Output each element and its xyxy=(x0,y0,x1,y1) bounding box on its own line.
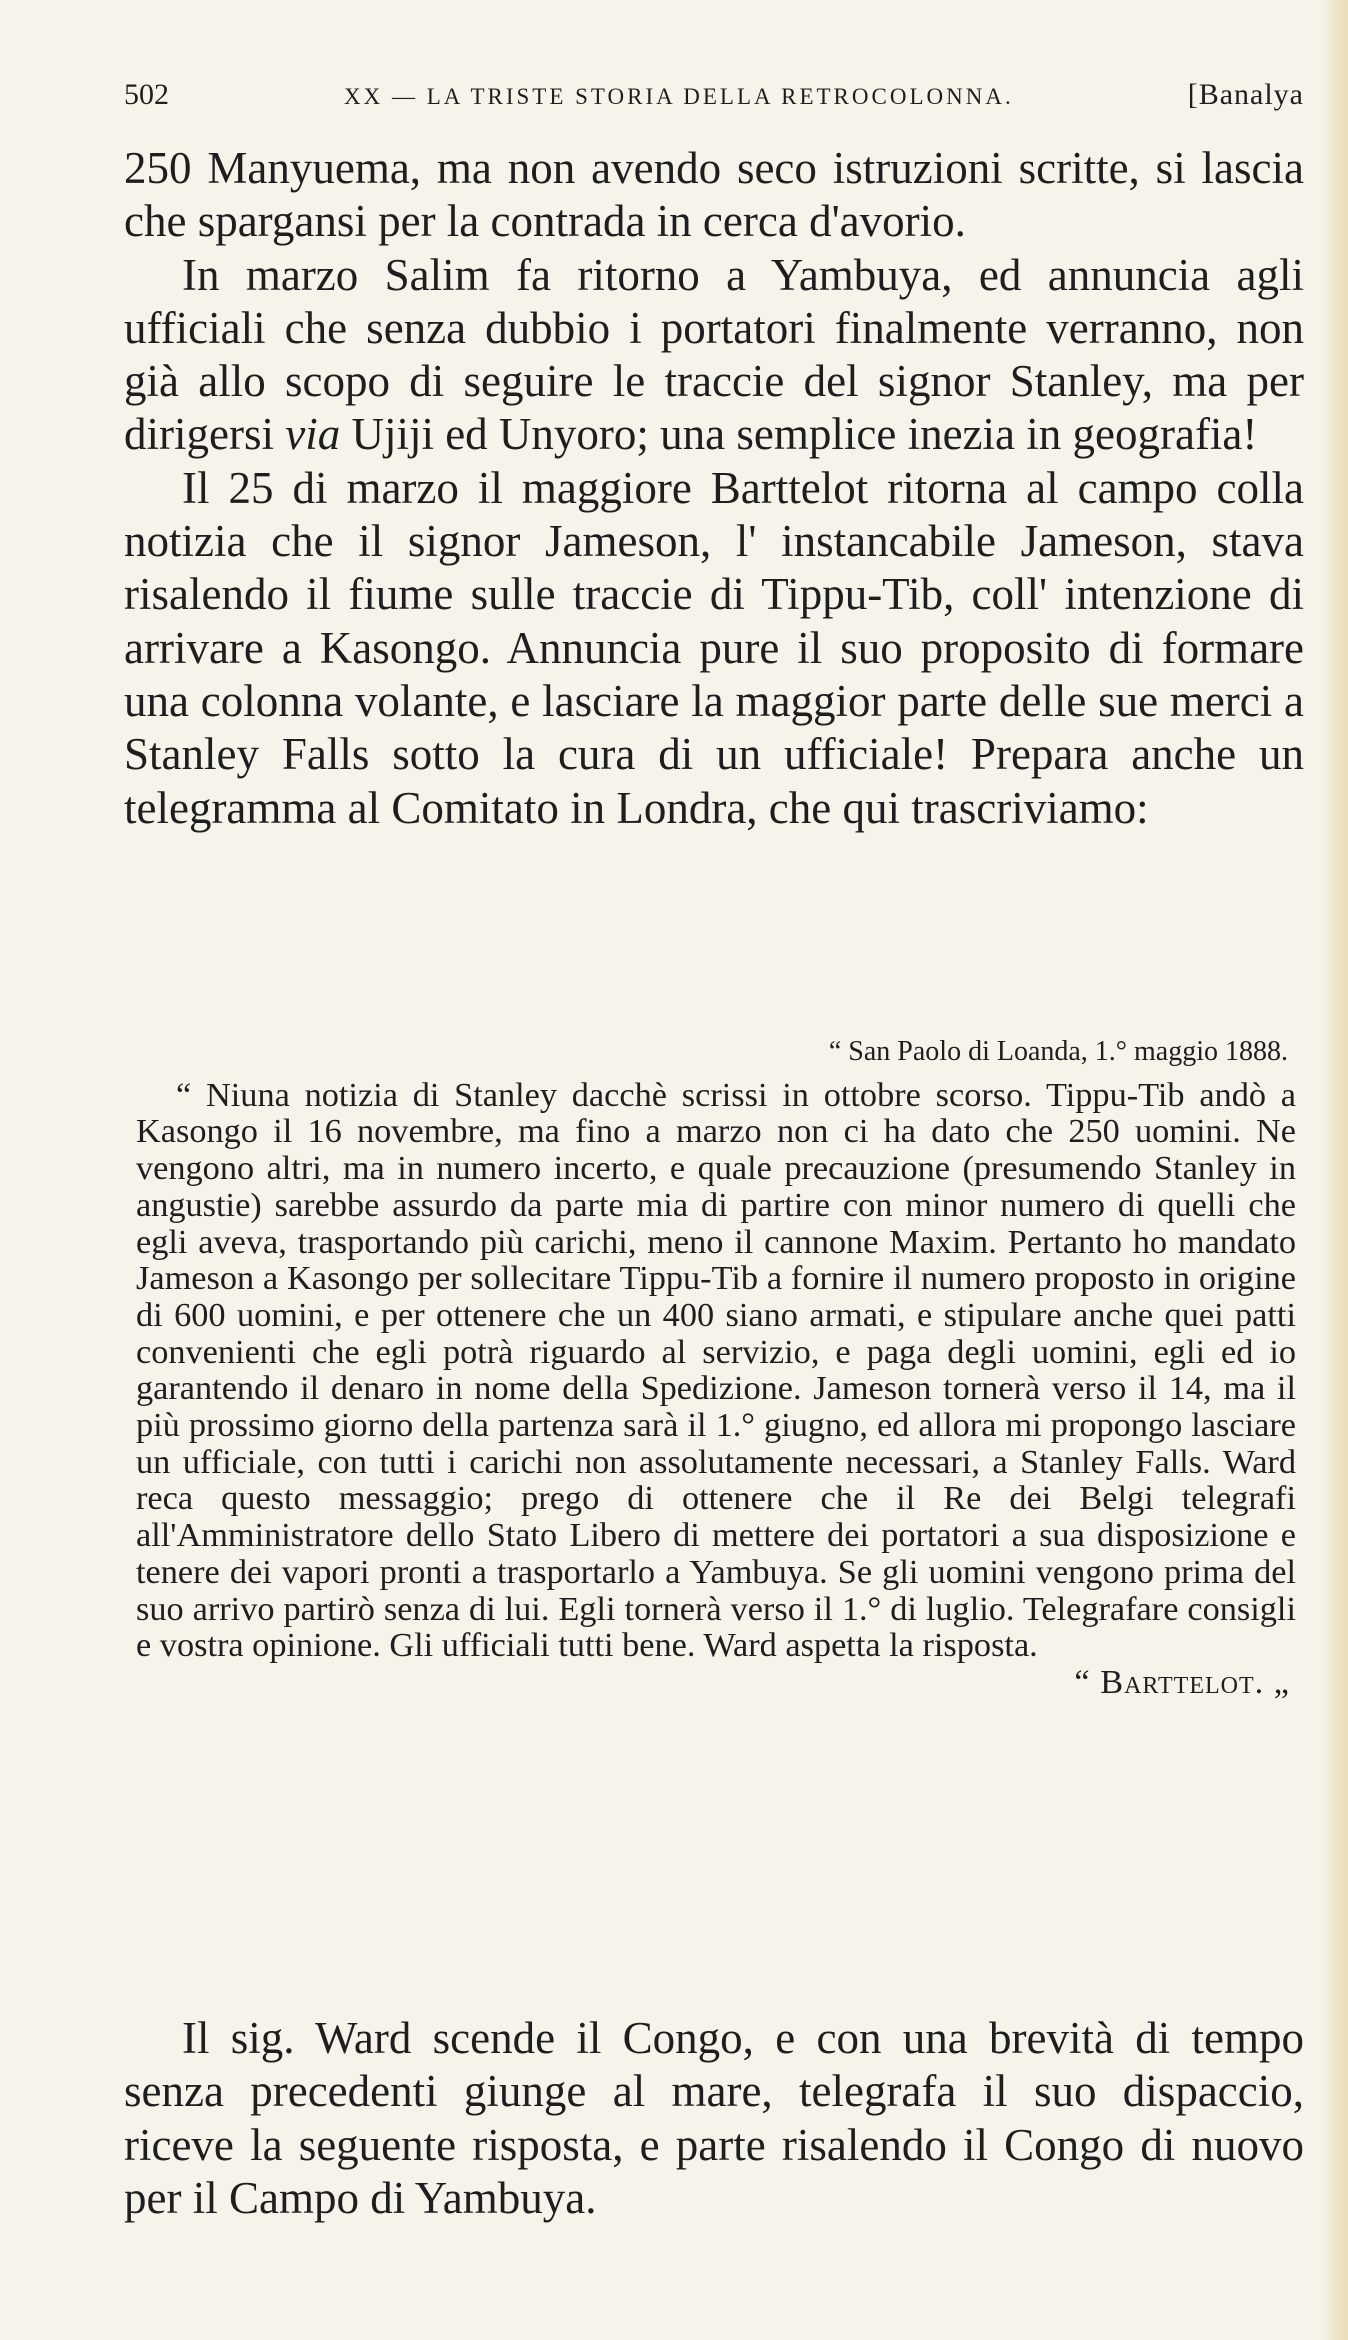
paragraph-2-tail: Ujiji ed Unyoro; una semplice inezia in geografia! xyxy=(340,409,1258,460)
page-number: 502 xyxy=(124,78,169,111)
page-edge-shadow xyxy=(1322,0,1348,2340)
paragraph-3: Il 25 di marzo il maggiore Barttelot ritorna al campo colla notizia che il signor Jameson, l' instancabile Jameson, stava risalendo il fiume sulle traccie di Tippu-Tib, coll' intenzione di arrivare a Kasongo. Annuncia pure il suo proposito di formare una colonna volante, e lasciare la maggior parte delle sue merci a Stanley Falls sotto la cura di un ufficiale! Prepara anche un telegramma al Comitato in Londra, che qui trascriviamo: xyxy=(124,462,1304,833)
paragraph-2 xyxy=(124,249,1304,462)
running-title: XX — LA TRISTE STORIA DELLA RETROCOLONNA. xyxy=(344,84,1014,109)
main-text xyxy=(124,142,1304,835)
closing-paragraph: Il sig. Ward scende il Congo, e con una brevità di tempo senza precedenti giunge al mare, telegrafa il suo dispaccio, riceve la seguente risposta, e parte risalendo il Congo di nuovo per il Campo di Yambuya. xyxy=(124,2013,1304,2223)
running-header xyxy=(124,78,1304,130)
paragraph-2-text: In marzo Salim fa ritorno a Yambuya, ed annuncia agli ufficiali che senza dubbio i portatori finalmente verranno, non già allo scopo di seguire le traccie del signor Stanley, ma per dirigersi xyxy=(124,249,1304,460)
telegram-dateline: “ San Paolo di Loanda, 1.° maggio 1888. xyxy=(828,1036,1288,1067)
paragraph-1: 250 Manyuema, ma non avendo seco istruzioni scritte, si lascia che spargansi per la contrada in cerca d'avorio. xyxy=(124,143,1304,247)
telegram-signature: “ Barttelot. „ xyxy=(1074,1662,1290,1701)
telegram-body-text: “ Niuna notizia di Stanley dacchè scrissi in ottobre scorso. Tippu-Tib andò a Kasongo il 16 novembre, ma fino a marzo non ci ha dato che 250 uomini. Ne vengono altri, ma in numero incerto, e quale precauzione (presumendo Stanley in angustie) sarebbe assurdo da parte mia di partire con minor numero di quelli che egli aveva, trasportando più carichi, meno il cannone Maxim. Pertanto ho mandato Jameson a Kasongo per sollecitare Tippu-Tib a fornire il numero proposto in origine di 600 uomini, e per ottenere che un 400 siano armati, e stipulare anche quei patti convenienti che egli potrà riguardo al servizio, e paga degli uomini, egli ed io garantendo il denaro in nome della Spedizione. Jameson tornerà verso il 14, ma il più prossimo giorno della partenza sarà il 1.° giugno, ed allora mi propongo lasciare un ufficiale, con tutti i carichi non assolutamente necessari, a Stanley Falls. Ward reca questo messaggio; prego di ottenere che il Re dei Belgi telegrafi all'Amministratore dello Stato Libero di mettere dei portatori a sua disposizione e tenere dei vapori pronti a trasportarlo a Yambuya. Se gli uomini vengono prima del suo arrivo partirò senza di lui. Egli tornerà verso il 1.° di luglio. Telegrafare consigli e vostra opinione. Gli ufficiali tutti bene. Ward aspetta la risposta. xyxy=(136,1075,1296,1665)
place-name: [Banalya xyxy=(1187,78,1304,111)
telegram-block xyxy=(136,1034,1296,1701)
paragraph-2-italic: via xyxy=(285,409,341,460)
telegram-body xyxy=(136,1075,1296,1701)
